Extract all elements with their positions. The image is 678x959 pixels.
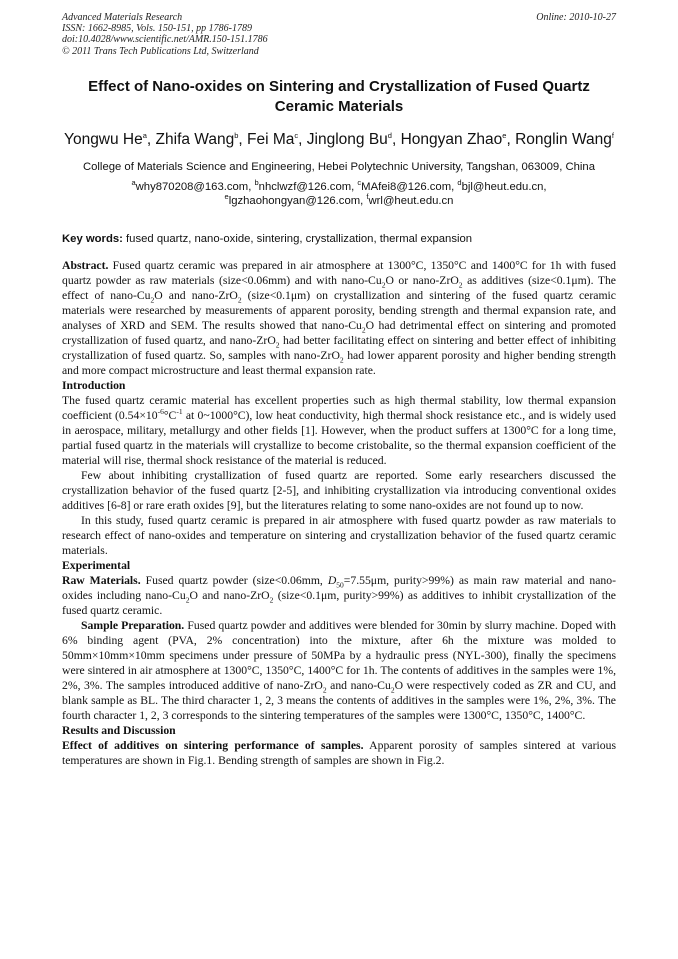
email-superscript: e bbox=[224, 192, 229, 202]
paper-page bbox=[62, 12, 616, 768]
keywords-label: Key words: bbox=[62, 232, 123, 245]
section-heading-introduction: Introduction bbox=[62, 378, 126, 392]
paragraph: The fused quartz ceramic material has excellent properties such as high thermal stability, low thermal expansion coefficient ($0.54\times 10^{-6}^\circ C^{-1}$ at 0~1000°C), low heat conductivity, high thermal shock resistance etc., and is widely used in aerospace, military, metallurgy and other fields [1]. However, when the product suffers at 1300°C for a long time, partial fused quartz in the materials will crystallize to become cristobalite, so the thermal expansion coefficient of the material will rise, thermal shock resistance of the material is reduced. bbox=[62, 393, 616, 467]
affiliation: College of Materials Science and Engineering, Hebei Polytechnic University, Tangshan, 063009, China bbox=[82, 160, 595, 173]
email-link[interactable]: MAfei8@126.com, bbox=[361, 180, 455, 193]
email-superscript: f bbox=[366, 192, 369, 202]
author: Yongwu He bbox=[64, 130, 143, 148]
author: Fei Ma bbox=[247, 130, 295, 148]
paragraph: Few about inhibiting crystallization of fused quartz are reported. Some early researchers discussed the crystallization behavior of the fused quartz [2-5], and inhibiting crystallization via introducing conventional oxides additives [6-8] or rare erath oxides [9], but the literatures relating to some nano-oxides are not found up to now. bbox=[62, 468, 616, 512]
copyright: © 2011 Trans Tech Publications Ltd, Switzerland bbox=[62, 45, 259, 57]
email-list bbox=[62, 180, 616, 209]
author-superscript: d bbox=[387, 130, 392, 140]
author: Zhifa Wang bbox=[155, 130, 235, 148]
paragraph-sample-preparation: Sample Preparation. Fused quartz powder and additives were blended for 30min by slurry machine. Doped with 6% binding agent (PVA, 2% concentration) into the mixture, after 6h the mixture was molded to 50mm×10mm×10mm specimens under pressure of 50MPa by a hydraulic press (NYL-300), finally the specimens were sintered in air atmosphere at 1300°C, 1350°C, 1400°C for 1h. The contents of additives in the samples were 1%, 2%, 3%. The samples introduced additive of nano-ZrO$_2$ and nano-$Cu_2O$ were respectively coded as ZR and CU, and blank sample as BL. The third character 1, 2, 3 means the contents of additives in the samples were 1%, 2%, 3%. The fourth character 1, 2, 3 corresponds to the sintering temperatures of the samples were 1300°C, 1350°C, 1400°C. bbox=[62, 618, 617, 722]
author-superscript: a bbox=[142, 130, 147, 140]
paragraph: In this study, fused quartz ceramic is prepared in air atmosphere with fused quartz powder as raw materials to research effect of nano-oxides and temperature on sintering and crystallization behavior of the fused quartz ceramic materials. bbox=[62, 513, 616, 557]
email-superscript: c bbox=[357, 178, 362, 188]
online-date: Online: 2010-10-27 bbox=[536, 12, 616, 23]
journal-header bbox=[62, 12, 616, 57]
email-superscript: d bbox=[457, 178, 462, 188]
paper-title: Effect of Nano-oxides on Sintering and Crystallization of Fused Quartz Ceramic Materials bbox=[88, 77, 590, 115]
author-superscript: c bbox=[294, 130, 299, 140]
keywords-text: fused quartz, nano-oxide, sintering, crystallization, thermal expansion bbox=[126, 232, 473, 245]
author-list: Yongwu He$^a$, Zhifa Wang$^b$, Fei Ma$^c$, Jinglong Bu$^d$, Hongyan Zhao$^e$, Ronglin Wang$^f$ bbox=[64, 130, 614, 148]
paragraph-raw-materials: Raw Materials. Fused quartz powder (size<0.06mm, $D_{50}=7.55\mu m$, purity>99%) as main raw material and nano-oxides including nano-$Cu_2O$ and nano-ZrO$_2$ (size<0.1μm, purity>99%) as additives to inhibit crystallization of the fused quartz ceramic. bbox=[62, 573, 616, 617]
paragraph-results: Effect of additives on sintering performance of samples. Apparent porosity of samples sintered at various temperatures are shown in Fig.1. Bending strength of samples are shown in Fig.2. bbox=[62, 738, 616, 767]
author: Jinglong Bu bbox=[306, 130, 388, 148]
author-superscript: b bbox=[234, 130, 239, 140]
email-link[interactable]: nhclwzf@126.com, bbox=[258, 180, 355, 193]
journal-name: Advanced Materials Research bbox=[62, 12, 183, 23]
email-superscript: a bbox=[131, 178, 136, 188]
email-link[interactable]: wrl@heut.edu.cn bbox=[368, 195, 454, 208]
issn: ISSN: 1662-8985, Vols. 150-151, pp 1786-1789 bbox=[62, 23, 252, 35]
keywords bbox=[62, 232, 616, 247]
email-link[interactable]: lgzhaohongyan@126.com, bbox=[228, 195, 364, 208]
email-link[interactable]: why870208@163.com, bbox=[135, 180, 252, 193]
author-superscript: e bbox=[502, 130, 507, 140]
paper-body bbox=[62, 258, 616, 768]
email-superscript: b bbox=[254, 178, 259, 188]
doi[interactable]: doi:10.4028/www.scientific.net/AMR.150-151.1786 bbox=[62, 34, 268, 46]
author: Ronglin Wang bbox=[515, 130, 612, 148]
author: Hongyan Zhao bbox=[400, 130, 503, 148]
author-superscript: f bbox=[611, 130, 614, 140]
section-heading-results: Results and Discussion bbox=[62, 723, 176, 737]
email-link[interactable]: bjl@heut.edu.cn, bbox=[461, 180, 547, 193]
abstract: Abstract. Fused quartz ceramic was prepared in air atmosphere at 1300°C, 1350°C and 1400°C for 1h with fused quartz powder as raw materials (size<0.06mm) and with nano-$Cu_2O$ or nano-ZrO$_2$ as additives (size<0.1μm). The effect of nano-$Cu_2O$ and nano-ZrO$_2$ (size<0.1μm) on crystallization and sintering of the fused quartz ceramic materials were researched by measurements of apparent porosity, bending strength and thermal expansion rate, and analyses of XRD and SEM. The results showed that nano-$Cu_2O$ had detrimental effect on sintering and promoted crystallization of fused quartz, and nano-ZrO$_2$ had better facilitating effect on sintering and better effect of inhibiting crystallization of fused quartz. So, samples with nano-ZrO$_2$ had lower apparent porosity and higher bending strength and more compact microstructure and least thermal expansion rate. bbox=[62, 258, 616, 377]
abstract-label: Abstract. bbox=[62, 258, 109, 272]
section-heading-experimental: Experimental bbox=[62, 558, 131, 572]
